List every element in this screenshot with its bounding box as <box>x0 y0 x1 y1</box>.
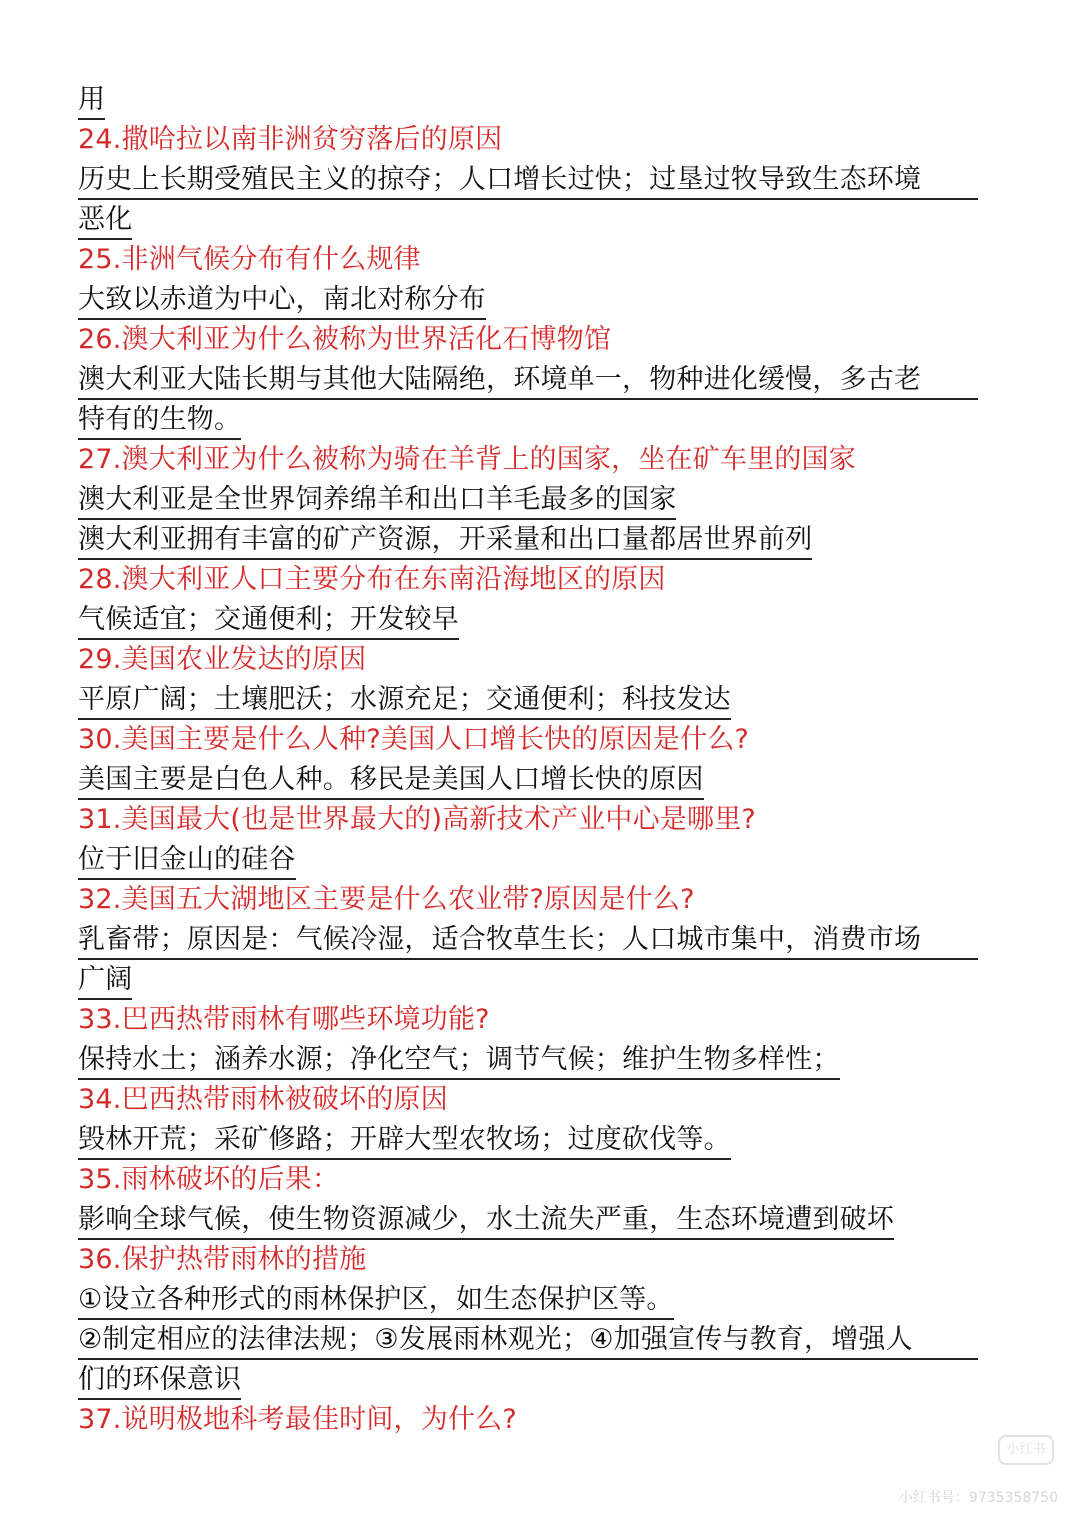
answer-line <box>78 1320 998 1360</box>
answer-line <box>78 1120 998 1160</box>
question-text: 34.巴西热带雨林被破坏的原因 <box>78 1084 448 1115</box>
question-heading <box>78 120 998 160</box>
question-text: 24.撒哈拉以南非洲贫穷落后的原因 <box>78 124 503 155</box>
question-heading <box>78 440 998 480</box>
answer-text: 保持水土；涵养水源；净化空气；调节气候；维护生物多样性； <box>78 1042 840 1080</box>
answer-line <box>78 160 998 200</box>
question-heading <box>78 880 998 920</box>
answer-text: 广阔 <box>78 962 132 1000</box>
answer-text: ①设立各种形式的雨林保护区，如生态保护区等。 <box>78 1282 674 1320</box>
answer-line <box>78 920 998 960</box>
answer-line <box>78 600 998 640</box>
question-text: 29.美国农业发达的原因 <box>78 644 367 675</box>
answer-line <box>78 480 998 520</box>
answer-line <box>78 520 998 560</box>
question-text: 30.美国主要是什么人种?美国人口增长快的原因是什么? <box>78 724 749 755</box>
question-heading <box>78 1080 998 1120</box>
answer-text: 澳大利亚大陆长期与其他大陆隔绝，环境单一，物种进化缓慢，多古老 <box>78 362 978 400</box>
answer-text: 用 <box>78 82 105 120</box>
question-text: 27.澳大利亚为什么被称为骑在羊背上的国家，坐在矿车里的国家 <box>78 444 856 475</box>
question-heading <box>78 800 998 840</box>
question-text: 28.澳大利亚人口主要分布在东南沿海地区的原因 <box>78 564 666 595</box>
question-text: 36.保护热带雨林的措施 <box>78 1244 367 1275</box>
answer-line <box>78 1200 998 1240</box>
answer-line <box>78 80 998 120</box>
answer-text: 澳大利亚是全世界饲养绵羊和出口羊毛最多的国家 <box>78 482 676 520</box>
question-text: 33.巴西热带雨林有哪些环境功能? <box>78 1004 490 1035</box>
answer-line <box>78 400 998 440</box>
answer-text: 特有的生物。 <box>78 402 241 440</box>
answer-text: 恶化 <box>78 202 132 240</box>
question-text: 25.非洲气候分布有什么规律 <box>78 244 421 275</box>
answer-text: 乳畜带；原因是：气候冷湿，适合牧草生长；人口城市集中，消费市场 <box>78 922 978 960</box>
question-text: 35.雨林破坏的后果： <box>78 1164 340 1195</box>
question-text: 26.澳大利亚为什么被称为世界活化石博物馆 <box>78 324 612 355</box>
answer-line <box>78 760 998 800</box>
answer-text: 位于旧金山的硅谷 <box>78 842 296 880</box>
question-heading <box>78 640 998 680</box>
question-heading <box>78 320 998 360</box>
question-heading <box>78 1240 998 1280</box>
question-heading <box>78 1160 998 1200</box>
watermark-logo: 小红书 <box>998 1435 1054 1465</box>
question-text: 31.美国最大(也是世界最大的)高新技术产业中心是哪里? <box>78 804 756 835</box>
answer-line <box>78 1280 998 1320</box>
answer-line <box>78 840 998 880</box>
answer-text: 大致以赤道为中心，南北对称分布 <box>78 282 486 320</box>
answer-text: 平原广阔；土壤肥沃；水源充足；交通便利；科技发达 <box>78 682 731 720</box>
answer-line <box>78 1360 998 1400</box>
answer-line <box>78 200 998 240</box>
watermark-text: 小红书号：9735358750 <box>898 1490 1058 1506</box>
answer-text: 毁林开荒；采矿修路；开辟大型农牧场；过度砍伐等。 <box>78 1122 731 1160</box>
question-heading <box>78 720 998 760</box>
answer-text: 气候适宜；交通便利；开发较早 <box>78 602 459 640</box>
answer-line <box>78 280 998 320</box>
answer-text: 美国主要是白色人种。移民是美国人口增长快的原因 <box>78 762 704 800</box>
question-heading <box>78 1400 998 1440</box>
document-body <box>78 80 998 1440</box>
question-text: 37.说明极地科考最佳时间，为什么? <box>78 1404 517 1435</box>
question-text: 32.美国五大湖地区主要是什么农业带?原因是什么? <box>78 884 695 915</box>
answer-line <box>78 680 998 720</box>
answer-text: 澳大利亚拥有丰富的矿产资源，开采量和出口量都居世界前列 <box>78 522 812 560</box>
question-heading <box>78 1000 998 1040</box>
question-heading <box>78 560 998 600</box>
answer-text: 影响全球气候，使生物资源减少，水土流失严重，生态环境遭到破坏 <box>78 1202 894 1240</box>
answer-text: 历史上长期受殖民主义的掠夺；人口增长过快；过垦过牧导致生态环境 <box>78 162 978 200</box>
answer-line <box>78 1040 998 1080</box>
answer-line <box>78 360 998 400</box>
answer-text: 们的环保意识 <box>78 1362 241 1400</box>
question-heading <box>78 240 998 280</box>
answer-text: ②制定相应的法律法规；③发展雨林观光；④加强宣传与教育，增强人 <box>78 1322 978 1360</box>
answer-line <box>78 960 998 1000</box>
